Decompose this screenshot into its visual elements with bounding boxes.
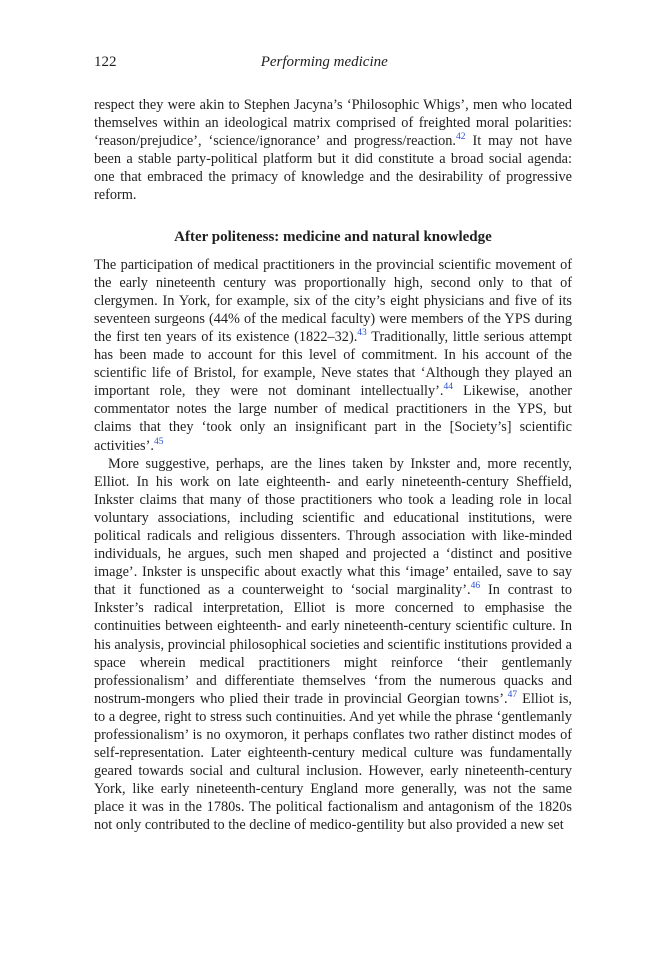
paragraph-continuation	[94, 96, 572, 205]
page-number: 122	[94, 54, 117, 70]
paragraph	[94, 455, 572, 835]
paragraph	[94, 256, 572, 455]
footnote-reference[interactable]: 46	[470, 581, 481, 592]
paragraph-text: Likewise, another commentator notes the large number of medical practitioners in the YPS, but claims that they ‘took only an insignificant part in the [Society’s] scientific activities’.	[94, 383, 573, 454]
book-page	[94, 52, 572, 835]
running-title: Performing medicine	[260, 54, 388, 70]
paragraph-text: More suggestive, perhaps, are the lines taken by Inkster and, more recently, Elliot. In his work on late eighteenth- and early nineteenth-century Sheffield, Inkster claims that many of those practitioners who took a leading role in local voluntary associations, including scientific and educational institutions, were political radicals and religious dissenters. Through association with like-minded individuals, he argues, such men shaped and projected a ‘distinct and positive image’. Inkster is unspecific about exactly what this ‘image’ entailed, save to say that it functioned as a counterweight to ‘social marginality’.	[94, 455, 572, 599]
paragraph-text: In contrast to Inkster’s radical interpretation, Elliot is more concerned to emphasise the continuities between eighteenth- and early nineteenth-century scientific culture. In his analysis, provincial philosophical societies and scientific institutions provided a space wherein medical practitioners might reinforce ‘their gentlemanly professionalism’ and differentiate themselves ‘from the numerous quacks and nostrum-mongers who plied their trade in provincial Georgian towns’.	[94, 582, 572, 707]
footnote-reference[interactable]: 47	[507, 690, 518, 701]
footnote-reference[interactable]: 42	[456, 132, 466, 143]
running-head	[94, 54, 572, 78]
paragraph-text: respect they were akin to Stephen Jacyna’s ‘Philosophic Whigs’, men who located themselves within an ideological matrix comprised of freighted moral polarities: ‘reason/prejudice’, ‘science/ignorance’ and progress/reaction.	[94, 97, 572, 150]
paragraph-text: Traditionally, little serious attempt has been made to account for this level of commitment. In his account of the scientific life of Bristol, for example, Neve states that ‘Although they played an important role, they were not dominant intellectually’.	[94, 328, 572, 400]
footnote-reference[interactable]: 45	[153, 436, 164, 447]
paragraph-text: Elliot is, to a degree, right to stress such continuities. And yet while the phrase ‘gentlemanly professionalism’ is no oxymoron, it perhaps conflates two rather distinct modes of self-representation. Later eighteenth-century medical culture was fundamentally geared towards social and cultural inclusion. However, early nineteenth-century York, like early nineteenth-century England more generally, was not the same place it was in the 1780s. The political factionalism and antagonism of the 1820s not only contributed to the decline of medico-gentility but also provided a new set	[94, 690, 572, 834]
paragraph-text: The participation of medical practitioners in the provincial scientific movement of the early nineteenth century was proportionally high, second only to that of clergymen. In York, for example, six of the city’s eight physicians and five of its seventeen surgeons (44% of the medical faculty) were members of the YPS during the first ten years of its existence (1822–32).	[94, 256, 572, 345]
footnote-reference[interactable]: 44	[443, 382, 453, 393]
footnote-reference[interactable]: 43	[357, 328, 367, 339]
paragraph-text: It may not have been a stable party-political platform but it did constitute a broad social agenda: one that embraced the primacy of knowledge and the desirability of progressive reform.	[94, 133, 572, 204]
section-heading: After politeness: medicine and natural knowledge	[174, 228, 492, 245]
